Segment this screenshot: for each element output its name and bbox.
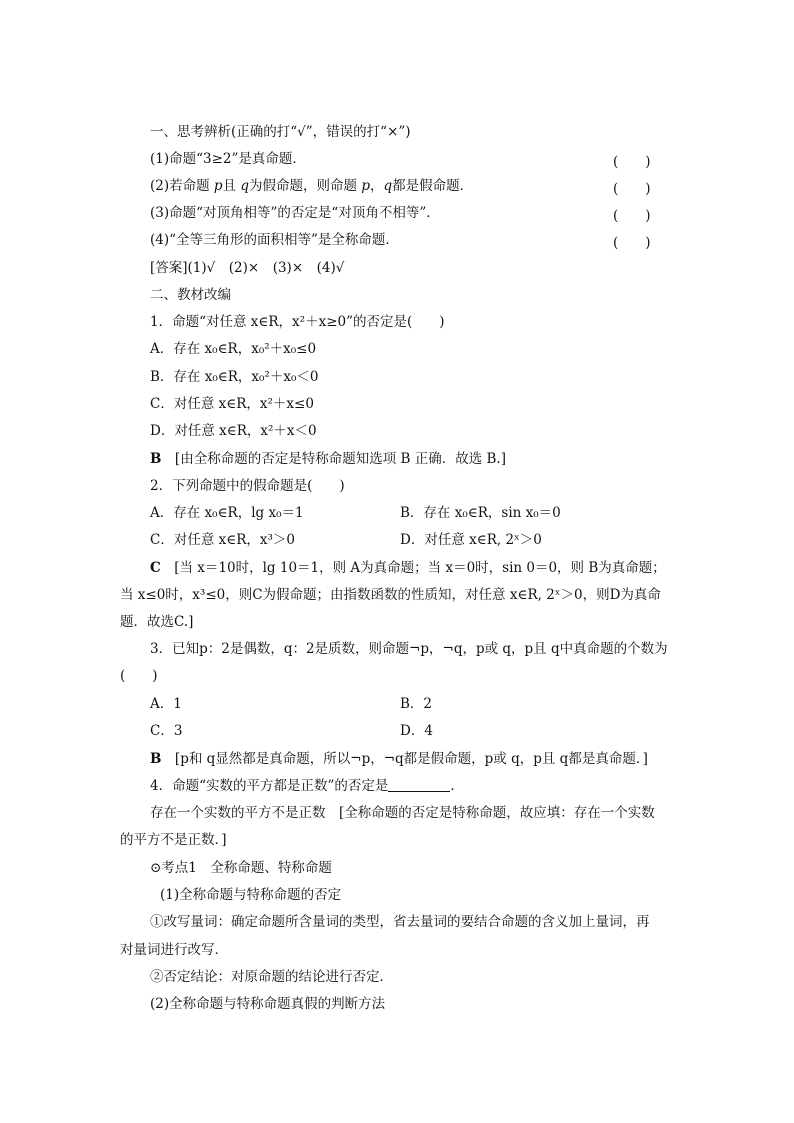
- kaodian-step1-line1: ①改写量词：确定命题所含量词的类型，省去量词的要结合命题的含义加上量词，再: [150, 914, 650, 930]
- judge-item-1: (1)命题“3≥2”是真命题．: [150, 151, 306, 167]
- q1-option-b: B．存在 x₀∈R，x₀²＋x₀＜0: [150, 369, 319, 385]
- judge-answer: [答案](1)√ (2)× (3)× (4)√: [150, 260, 345, 276]
- judge-paren-1: ( ): [613, 154, 651, 170]
- section1-heading: 一、思考辨析(正确的打“√”，错误的打“×”): [150, 124, 411, 140]
- q4-answer-line1: 存在一个实数的平方不是正数 [全称命题的否定是特称命题，故应填：存在一个实数: [150, 805, 655, 821]
- judge-paren-4: ( ): [613, 235, 651, 251]
- q2-answer-line3: 题．故选C.]: [120, 614, 194, 630]
- q3-option-d: D．4: [400, 723, 433, 739]
- q2-option-c: C．对任意 x∈R，x³＞0: [150, 532, 296, 548]
- kaodian-sub1: (1)全称命题与特称命题的否定: [160, 887, 342, 903]
- q3-answer: B [p和 q显然都是真命题，所以¬p，¬q都是假命题，p或 q，p且 q都是真命题．]: [150, 751, 648, 767]
- kaodian-step2: ②否定结论：对原命题的结论进行否定．: [150, 969, 393, 985]
- q2-option-b: B．存在 x₀∈R，sin x₀＝0: [400, 505, 561, 521]
- q1-option-d: D．对任意 x∈R，x²＋x＜0: [150, 423, 317, 439]
- judge-item-4: (4)“全等三角形的面积相等”是全称命题．: [150, 232, 399, 248]
- judge-item-2: (2)若命题 p且 q为假命题，则命题 p，q都是假命题．: [150, 178, 474, 194]
- q2-answer-line1: C [当 x＝10时，lg 10＝1，则 A为真命题；当 x＝0时，sin 0＝0，则 B为真命题；: [150, 560, 666, 576]
- section2-heading: 二、教材改编: [150, 287, 231, 303]
- q1-stem: 1．命题“对任意 x∈R，x²＋x≥0”的否定是( ): [150, 314, 445, 330]
- q2-stem: 2．下列命题中的假命题是( ): [150, 478, 345, 494]
- q3-stem-line2: ( ): [120, 668, 158, 684]
- q1-option-c: C．对任意 x∈R，x²＋x≤0: [150, 396, 314, 412]
- q2-answer-line2: 当 x≤0时，x³≤0，则C为假命题；由指数函数的性质知，对任意 x∈R, 2ˣ＞0，则D为真命: [120, 587, 661, 603]
- q2-option-a: A．存在 x₀∈R，lg x₀＝1: [150, 505, 304, 521]
- answer-blank: [388, 778, 450, 792]
- q2-option-d: D．对任意 x∈R, 2ˣ＞0: [400, 532, 542, 548]
- q1-option-a: A．存在 x₀∈R，x₀²＋x₀≤0: [150, 341, 317, 357]
- kaodian-sub2: (2)全称命题与特称命题真假的判断方法: [150, 996, 386, 1012]
- kaodian-step1-line2: 对量词进行改写．: [120, 942, 228, 958]
- judge-paren-3: ( ): [613, 208, 651, 224]
- q1-answer: B [由全称命题的否定是特称命题知选项 B 正确．故选 B.]: [150, 451, 506, 467]
- kaodian-title: ⊙考点1 全称命题、特称命题: [150, 860, 332, 876]
- q4-answer-line2: 的平方不是正数．]: [120, 832, 227, 848]
- q3-option-b: B．2: [400, 696, 433, 712]
- judge-paren-2: ( ): [613, 181, 651, 197]
- q4-stem: 4．命题“实数的平方都是正数”的否定是 ．: [150, 778, 464, 794]
- q3-stem-line1: 3．已知p：2是偶数，q：2是质数，则命题¬p，¬q，p或 q，p且 q中真命题的个数为: [150, 641, 668, 657]
- judge-item-3: (3)命题“对顶角相等”的否定是“对顶角不相等”．: [150, 205, 440, 221]
- q3-option-c: C．3: [150, 723, 183, 739]
- q3-option-a: A．1: [150, 696, 182, 712]
